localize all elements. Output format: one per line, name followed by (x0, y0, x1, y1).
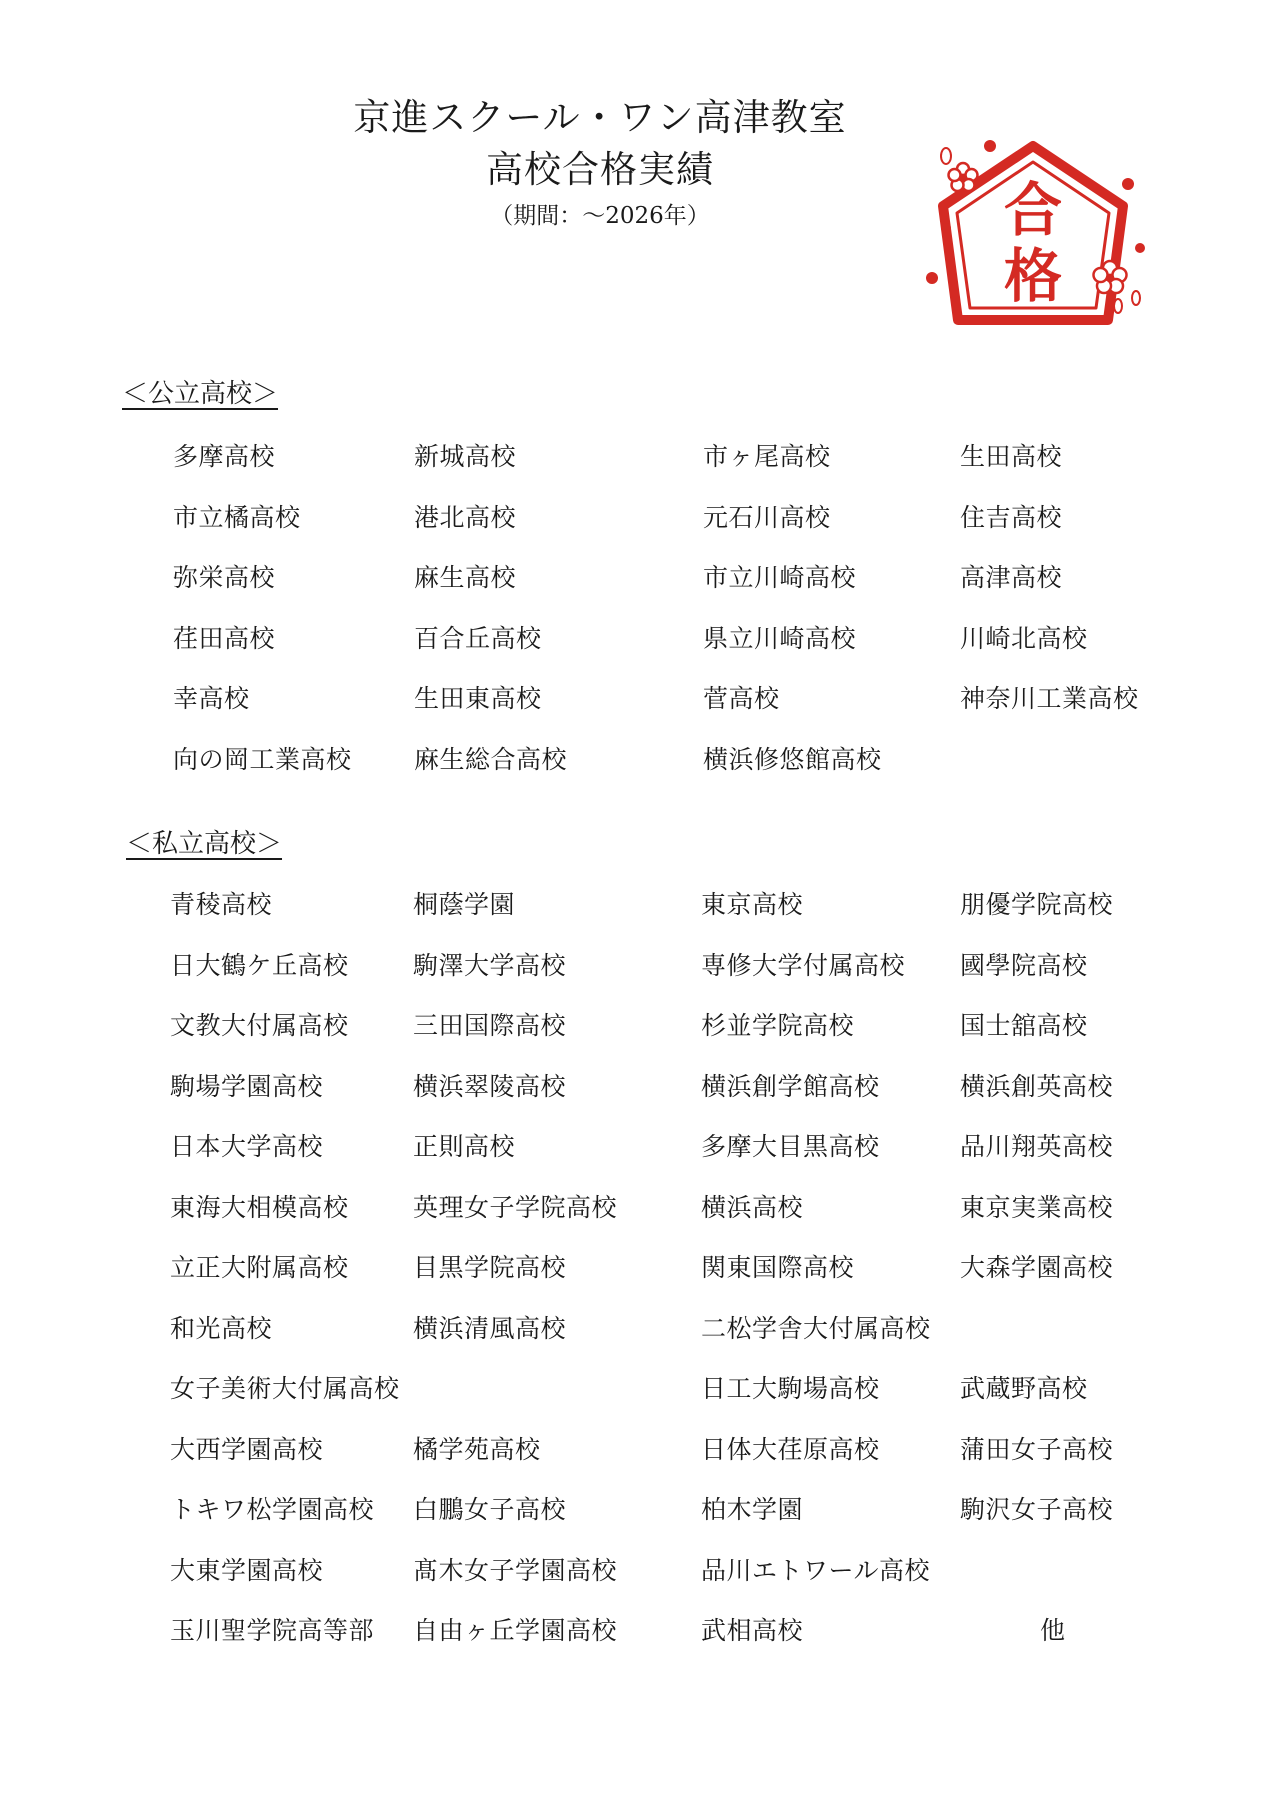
school-name: 横浜翠陵高校 (413, 1071, 567, 1101)
school-name: 百合丘高校 (414, 623, 542, 653)
school-name: 麻生高校 (414, 563, 517, 592)
school-name: 横浜清風高校 (413, 1313, 567, 1343)
school-name: 国士舘高校 (960, 1011, 1088, 1040)
school-name: 三田国際高校 (413, 1011, 567, 1040)
school-name: 専修大学付属高校 (701, 950, 906, 980)
school-name: 杉並学院高校 (701, 1011, 855, 1040)
school-name: 駒澤大学高校 (413, 950, 567, 980)
school-name: 東京高校 (701, 890, 804, 919)
title-block (240, 92, 960, 234)
school-name: 大森学園高校 (960, 1253, 1114, 1282)
school-name: 横浜高校 (701, 1192, 804, 1222)
etc-label: 他 (1040, 1616, 1066, 1645)
school-name: 大東学園高校 (170, 1555, 324, 1585)
school-name: 日体大荏原高校 (701, 1434, 880, 1464)
school-row (0, 561, 1280, 622)
school-name: 神奈川工業高校 (960, 684, 1139, 713)
school-name: 和光高校 (170, 1313, 273, 1343)
school-row (0, 1070, 1280, 1131)
public-heading-label: ＜公立高校＞ (122, 379, 279, 409)
school-name: 品川翔英高校 (960, 1132, 1114, 1161)
school-name: 二松学舎大付属高校 (701, 1313, 931, 1343)
school-name: 関東国際高校 (701, 1253, 855, 1282)
school-name: 生田高校 (960, 442, 1063, 471)
school-row (0, 682, 1280, 743)
school-name: 大西学園高校 (170, 1434, 324, 1464)
school-name: 日本大学高校 (170, 1132, 324, 1161)
school-name: 市ヶ尾高校 (703, 442, 831, 471)
school-name: 日大鶴ケ丘高校 (170, 950, 349, 980)
school-name: 横浜修悠館高校 (703, 744, 882, 774)
school-name: 川崎北高校 (960, 623, 1088, 653)
school-name: 向の岡工業高校 (173, 744, 352, 774)
school-name: 白鵬女子高校 (413, 1495, 567, 1524)
school-row (0, 1554, 1280, 1615)
school-name: 品川エトワール高校 (701, 1555, 931, 1585)
school-name: 弥栄高校 (173, 563, 276, 592)
school-name: 東海大相模高校 (170, 1192, 349, 1222)
stamp-top-char: 合 (1003, 176, 1063, 244)
school-name: 桐蔭学園 (413, 890, 516, 919)
school-name: 元石川高校 (703, 502, 831, 532)
school-name: 正則高校 (413, 1132, 516, 1161)
school-name: 朋優学院高校 (960, 890, 1114, 919)
school-name: 目黒学院高校 (413, 1253, 567, 1282)
school-name: 東京実業高校 (960, 1192, 1114, 1222)
page-subtitle: 高校合格実績 (486, 148, 714, 191)
school-name: 武蔵野高校 (960, 1374, 1088, 1403)
school-name: 生田東高校 (414, 684, 542, 713)
school-row (0, 1372, 1280, 1433)
school-name: 玉川聖学院高等部 (170, 1616, 375, 1645)
school-name: 高津高校 (960, 563, 1063, 592)
school-row (0, 1614, 1280, 1675)
page-title: 京進スクール・ワン高津教室 (353, 96, 847, 139)
school-name: 市立川崎高校 (703, 563, 857, 592)
school-name: 駒場学園高校 (170, 1071, 324, 1101)
school-name: 多摩大目黒高校 (701, 1132, 880, 1161)
school-name: 幸高校 (173, 684, 250, 713)
school-name: 立正大附属高校 (170, 1253, 349, 1282)
school-name: 女子美術大付属高校 (170, 1374, 400, 1403)
school-name: 英理女子学院高校 (413, 1192, 618, 1222)
school-row (0, 888, 1280, 949)
school-name: 菅高校 (703, 684, 780, 713)
school-name: 荏田高校 (173, 623, 276, 653)
stamp-bottom-char: 格 (1003, 242, 1063, 310)
school-name: 横浜創英高校 (960, 1071, 1114, 1101)
public-schools-list (0, 440, 1280, 803)
school-name: 市立橘高校 (173, 502, 301, 532)
school-row (0, 1433, 1280, 1494)
school-row (0, 1130, 1280, 1191)
school-name: 新城高校 (414, 442, 517, 471)
school-row (0, 1493, 1280, 1554)
public-schools-heading (94, 377, 278, 411)
school-name: 自由ヶ丘学園高校 (413, 1616, 618, 1645)
pass-stamp-icon (918, 128, 1148, 348)
school-name: 多摩高校 (173, 442, 276, 471)
school-row (0, 501, 1280, 562)
school-name: トキワ松学園高校 (170, 1495, 375, 1524)
school-name: 日工大駒場高校 (701, 1374, 880, 1403)
school-row (0, 1191, 1280, 1252)
school-row (0, 949, 1280, 1010)
school-name: 髙木女子学園高校 (413, 1555, 618, 1585)
school-name: 蒲田女子高校 (960, 1434, 1114, 1464)
school-row (0, 622, 1280, 683)
school-name: 文教大付属高校 (170, 1011, 349, 1040)
period-label: （期間：～2026年） (490, 203, 710, 229)
school-name: 國學院高校 (960, 950, 1088, 980)
school-name: 柏木学園 (701, 1495, 804, 1524)
school-row (0, 743, 1280, 804)
school-name: 県立川崎高校 (703, 623, 857, 653)
school-name: 橘学苑高校 (413, 1434, 541, 1464)
school-row (0, 1251, 1280, 1312)
school-row (0, 1009, 1280, 1070)
private-schools-heading: ＜私立高校＞ (126, 829, 283, 859)
school-name: 港北高校 (414, 502, 517, 532)
school-name: 青稜高校 (170, 890, 273, 919)
school-row (0, 440, 1280, 501)
school-name: 横浜創学館高校 (701, 1071, 880, 1101)
school-name: 駒沢女子高校 (960, 1495, 1114, 1524)
school-name: 武相高校 (701, 1616, 804, 1645)
school-name: 住吉高校 (960, 502, 1063, 532)
school-name: 麻生総合高校 (414, 744, 568, 774)
school-row (0, 1312, 1280, 1373)
private-schools-list (0, 888, 1280, 1675)
